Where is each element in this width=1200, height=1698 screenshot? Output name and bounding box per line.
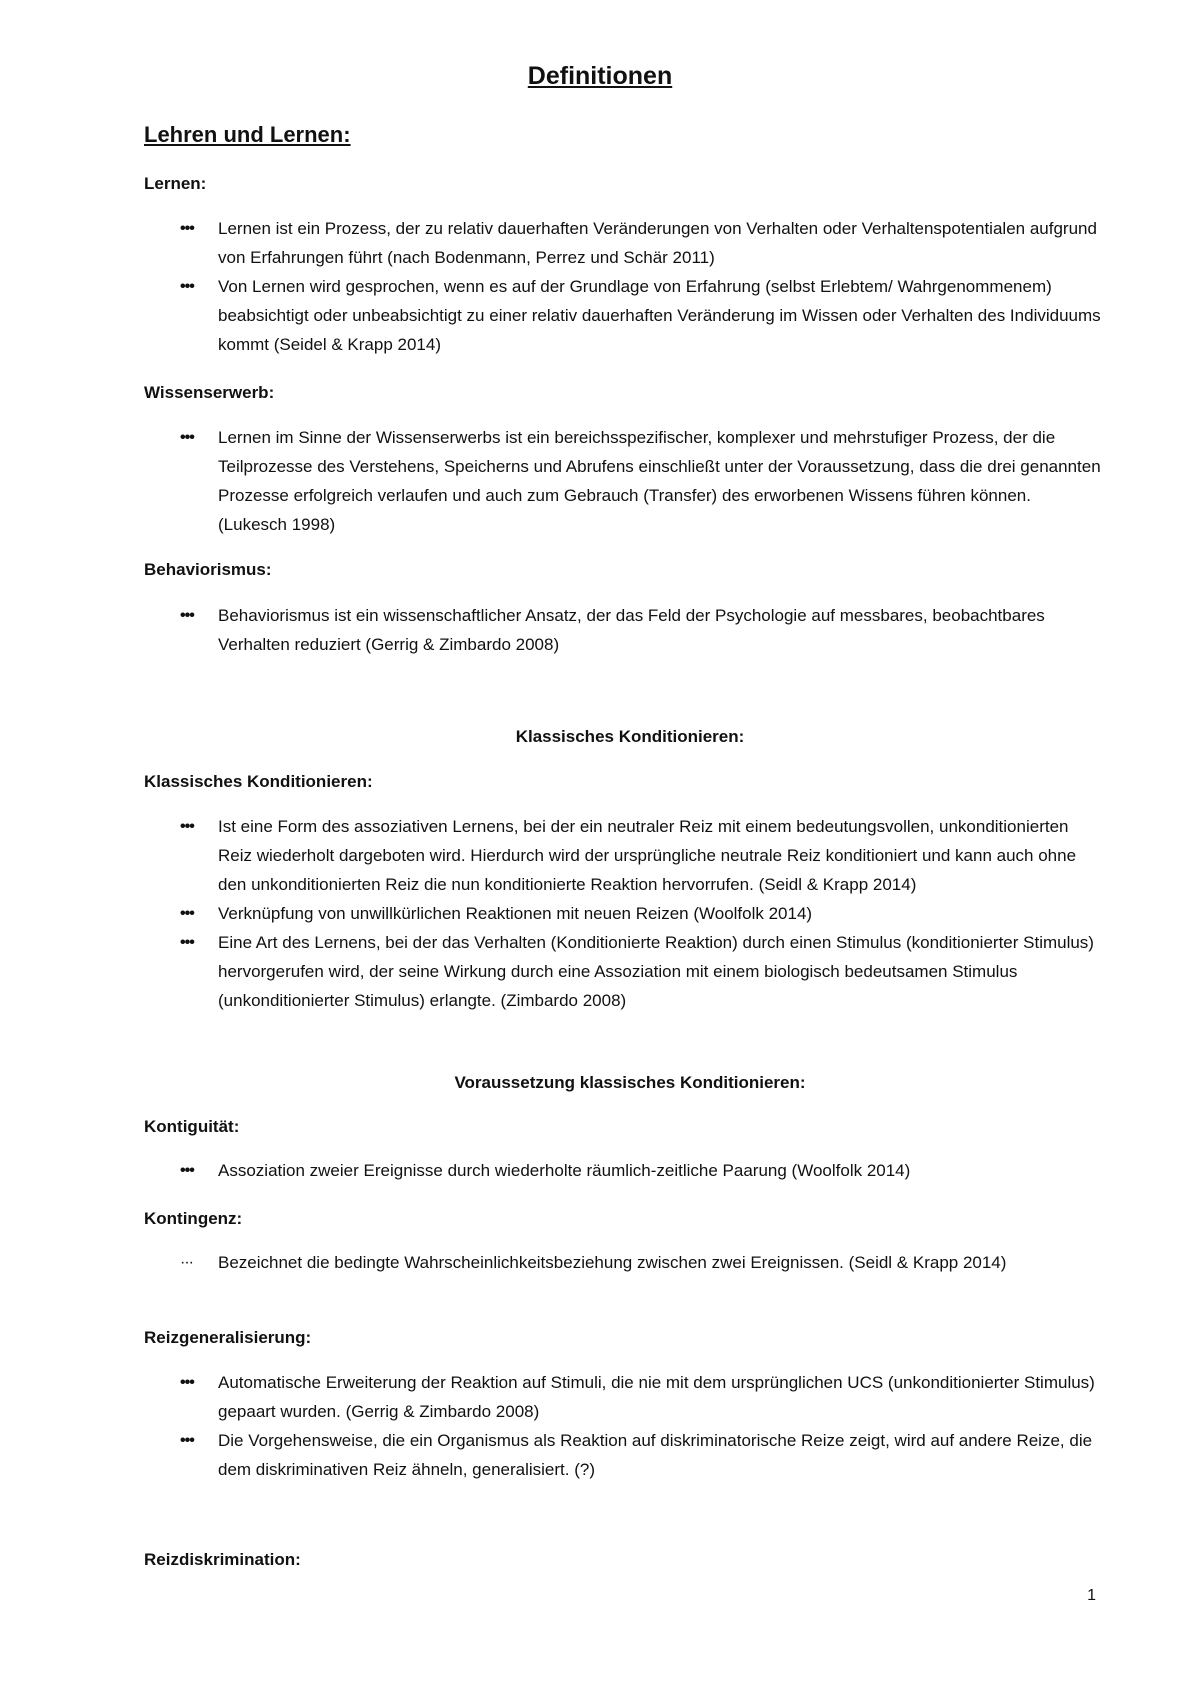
label-behaviorismus: Behaviorismus:	[144, 560, 272, 579]
list-item	[0, 214, 1200, 272]
list-item-text: Behaviorismus ist ein wissenschaftlicher Ansatz, der das Feld der Psychologie auf messbares, beobachtbares Verhalten reduziert (Gerrig & Zimbardo 2008)	[218, 606, 1045, 654]
list-kontingenz	[0, 1248, 1200, 1277]
list-item-text: Eine Art des Lernens, bei der das Verhalten (Konditionierte Reaktion) durch einen Stimulus (konditionierter Stimulus) hervorgerufen wird, der seine Wirkung durch eine Assoziation mit einem biologisch bedeutsamen Stimulus (unkonditionierter Stimulus) erlangte. (Zimbardo 2008)	[218, 933, 1094, 1010]
label-wissenserwerb: Wissenserwerb:	[144, 383, 275, 402]
list-item	[0, 423, 1200, 539]
list-item	[0, 1368, 1200, 1426]
list-item	[0, 899, 1200, 928]
bullet-icon: •••	[180, 429, 194, 446]
bullet-icon: •••	[180, 1432, 194, 1449]
list-item-text: Bezeichnet die bedingte Wahrscheinlichkeitsbeziehung zwischen zwei Ereignissen. (Seidl & Krapp 2014)	[218, 1253, 1007, 1272]
list-lernen	[0, 214, 1200, 359]
list-item	[0, 812, 1200, 899]
bullet-icon: •••	[180, 1162, 194, 1179]
section-heading-lehren-lernen: Lehren und Lernen:	[144, 122, 351, 147]
list-reizgeneralisierung	[0, 1368, 1200, 1484]
bullet-icon: •••	[180, 220, 194, 237]
bullet-icon: •••	[180, 905, 194, 922]
list-wissenserwerb	[0, 423, 1200, 539]
list-behaviorismus	[0, 601, 1200, 659]
label-klassisch: Klassisches Konditionieren:	[144, 772, 373, 791]
page-number: 1	[1087, 1587, 1096, 1604]
list-item-text: Lernen im Sinne der Wissenserwerbs ist ein bereichsspezifischer, komplexer und mehrstufiger Prozess, der die Teilprozesse des Verstehens, Speicherns und Abrufens einschließt unter der Voraussetzung, dass die drei genannten Prozesse erfolgreich verlaufen und auch zum Gebrauch (Transfer) des erworbenen Wissens führen können. (Lukesch 1998)	[218, 428, 1101, 534]
document-title: Definitionen	[527, 62, 673, 90]
list-item	[0, 928, 1200, 1015]
section-heading-voraussetzung: Voraussetzung klassisches Konditionieren:	[454, 1073, 806, 1092]
bullet-icon: •••	[180, 934, 194, 951]
label-reizdiskrimination: Reizdiskrimination:	[144, 1550, 301, 1569]
bullet-icon: ···	[180, 1254, 193, 1271]
list-item-text: Die Vorgehensweise, die ein Organismus als Reaktion auf diskriminatorische Reize zeigt, wird auf andere Reize, die dem diskriminativen Reiz ähneln, generalisiert. (?)	[218, 1431, 1093, 1479]
bullet-icon: •••	[180, 607, 194, 624]
list-item-text: Verknüpfung von unwillkürlichen Reaktionen mit neuen Reizen (Woolfolk 2014)	[218, 904, 813, 923]
list-klassisch	[0, 812, 1200, 1015]
list-item	[0, 601, 1200, 659]
list-item-text: Von Lernen wird gesprochen, wenn es auf der Grundlage von Erfahrung (selbst Erlebtem/ Wahrgenommenem) beabsichtigt oder unbeabsichtigt zu einer relativ dauerhaften Veränderung im Wissen oder Verhalten des Individuums kommt (Seidel & Krapp 2014)	[218, 277, 1101, 354]
label-lernen: Lernen:	[144, 174, 207, 193]
list-item	[0, 272, 1200, 359]
list-item-text: Lernen ist ein Prozess, der zu relativ dauerhaften Veränderungen von Verhalten oder Verhaltenspotentialen aufgrund von Erfahrungen führt (nach Bodenmann, Perrez und Schär 2011)	[218, 219, 1097, 267]
bullet-icon: •••	[180, 1374, 194, 1391]
list-item	[0, 1248, 1200, 1277]
list-item	[0, 1426, 1200, 1484]
list-item	[0, 1156, 1200, 1185]
list-item-text: Ist eine Form des assoziativen Lernens, bei der ein neutraler Reiz mit einem bedeutungsvollen, unkonditionierten Reiz wiederholt dargeboten wird. Hierdurch wird der ursprüngliche neutrale Reiz konditioniert und kann auch ohne den unkonditionierten Reiz die nun konditionierte Reaktion hervorrufen. (Seidl & Krapp 2014)	[218, 817, 1077, 894]
list-item-text: Automatische Erweiterung der Reaktion auf Stimuli, die nie mit dem ursprünglichen UCS (unkonditionierter Stimulus) gepaart wurden. (Gerrig & Zimbardo 2008)	[218, 1373, 1095, 1421]
section-heading-klassisch: Klassisches Konditionieren:	[515, 727, 745, 746]
bullet-icon: •••	[180, 818, 194, 835]
label-kontingenz: Kontingenz:	[144, 1209, 243, 1228]
list-item-text: Assoziation zweier Ereignisse durch wiederholte räumlich-zeitliche Paarung (Woolfolk 2014)	[218, 1161, 911, 1180]
label-reizgeneralisierung: Reizgeneralisierung:	[144, 1328, 312, 1347]
label-kontiguitaet: Kontiguität:	[144, 1117, 240, 1136]
list-kontiguitaet	[0, 1156, 1200, 1185]
bullet-icon: •••	[180, 278, 194, 295]
